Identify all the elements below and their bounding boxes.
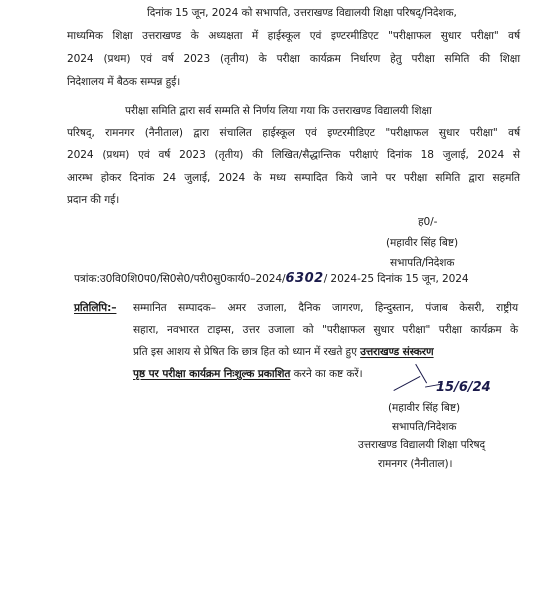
reference-line xyxy=(74,272,469,286)
signed-mark: ह0/- xyxy=(418,216,438,228)
copy-to-text: प्रति इस आशय से प्रेषित कि छात्र हित को ध्यान में रखते हुए xyxy=(133,346,361,358)
signatory-name: (महावीर सिंह बिष्ट) xyxy=(388,402,460,414)
paragraph-line: दिनांक 15 जून, 2024 को सभापति, उत्तराखण्ड विद्यालयी शिक्षा परिषद्/निदेशक, xyxy=(147,7,457,19)
signature-stroke xyxy=(415,364,427,384)
paragraph-line: आरम्भ होकर दिनांक 24 जुलाई, 2024 के मध्य सम्पादित किये जाने पर परीक्षा समिति द्वारा सहमति xyxy=(67,172,520,184)
copy-to-line: सहारा, नवभारत टाइम्स, उत्तर उजाला को "परीक्षाफल सुधार परीक्षा" परीक्षा कार्यक्रम के xyxy=(133,324,518,336)
organization-name: उत्तराखण्ड विद्यालयी शिक्षा परिषद् xyxy=(358,439,486,451)
signatory-name: (महावीर सिंह बिष्ट) xyxy=(386,237,458,249)
paragraph-line: परीक्षा समिति द्वारा सर्व सम्मति से निर्णय लिया गया कि उत्तराखण्ड विद्यालयी शिक्षा xyxy=(125,105,432,117)
organization-place: रामनगर (नैनीताल)। xyxy=(378,458,453,470)
copy-to-highlight: पृष्ठ पर परीक्षा कार्यक्रम निःशुल्क प्रकाशित xyxy=(133,368,291,380)
handwritten-date: 15/6/24 xyxy=(436,380,491,395)
paragraph-line: प्रदान की गई। xyxy=(67,194,120,206)
copy-to-text: करने का कष्ट करें। xyxy=(290,368,363,380)
copy-to-label: प्रतिलिपि:– xyxy=(74,302,117,314)
reference-suffix: / 2024-25 दिनांक 15 जून, 2024 xyxy=(323,273,469,285)
copy-to-line xyxy=(133,367,363,381)
copy-to-line xyxy=(133,345,434,359)
copy-to-highlight: उत्तराखण्ड संस्करण xyxy=(360,346,434,358)
paragraph-line: माध्यमिक शिक्षा उत्तराखण्ड के अध्यक्षता में हाईस्कूल एवं इण्टरमीडिएट "परीक्षाफल सुधार परीक्षा" वर्ष xyxy=(67,30,520,42)
signatory-designation: सभापति/निदेशक xyxy=(390,257,455,269)
signatory-designation: सभापति/निदेशक xyxy=(392,421,457,433)
copy-to-line: सम्मानित सम्पादक– अमर उजाला, दैनिक जागरण, हिन्दुस्तान, पंजाब केसरी, राष्ट्रीय xyxy=(133,302,518,314)
signature-stroke xyxy=(393,376,420,391)
paragraph-line: 2024 (प्रथम) एवं वर्ष 2023 (तृतीय) की लिखित/सैद्धान्तिक परीक्षाएं दिनांक 18 जुलाई, 2024 से xyxy=(67,149,520,161)
paragraph-line: 2024 (प्रथम) एवं वर्ष 2023 (तृतीय) के परीक्षा कार्यक्रम निर्धारण हेतु परीक्षा समिति की शिक्षा xyxy=(67,53,520,65)
paragraph-line: परिषद्, रामनगर (नैनीताल) द्वारा संचालित हाईस्कूल एवं इण्टरमीडिएट "परीक्षाफल सुधार परीक्षा" वर्ष xyxy=(67,127,520,139)
handwritten-reference-number: 6302 xyxy=(285,271,324,286)
reference-prefix: पत्रांक:उ0वि0शि0प0/सि0से0/परी0सु0कार्य0–2024/ xyxy=(74,273,286,285)
paragraph-line: निदेशालय में बैठक सम्पन्न हुई। xyxy=(67,76,181,88)
